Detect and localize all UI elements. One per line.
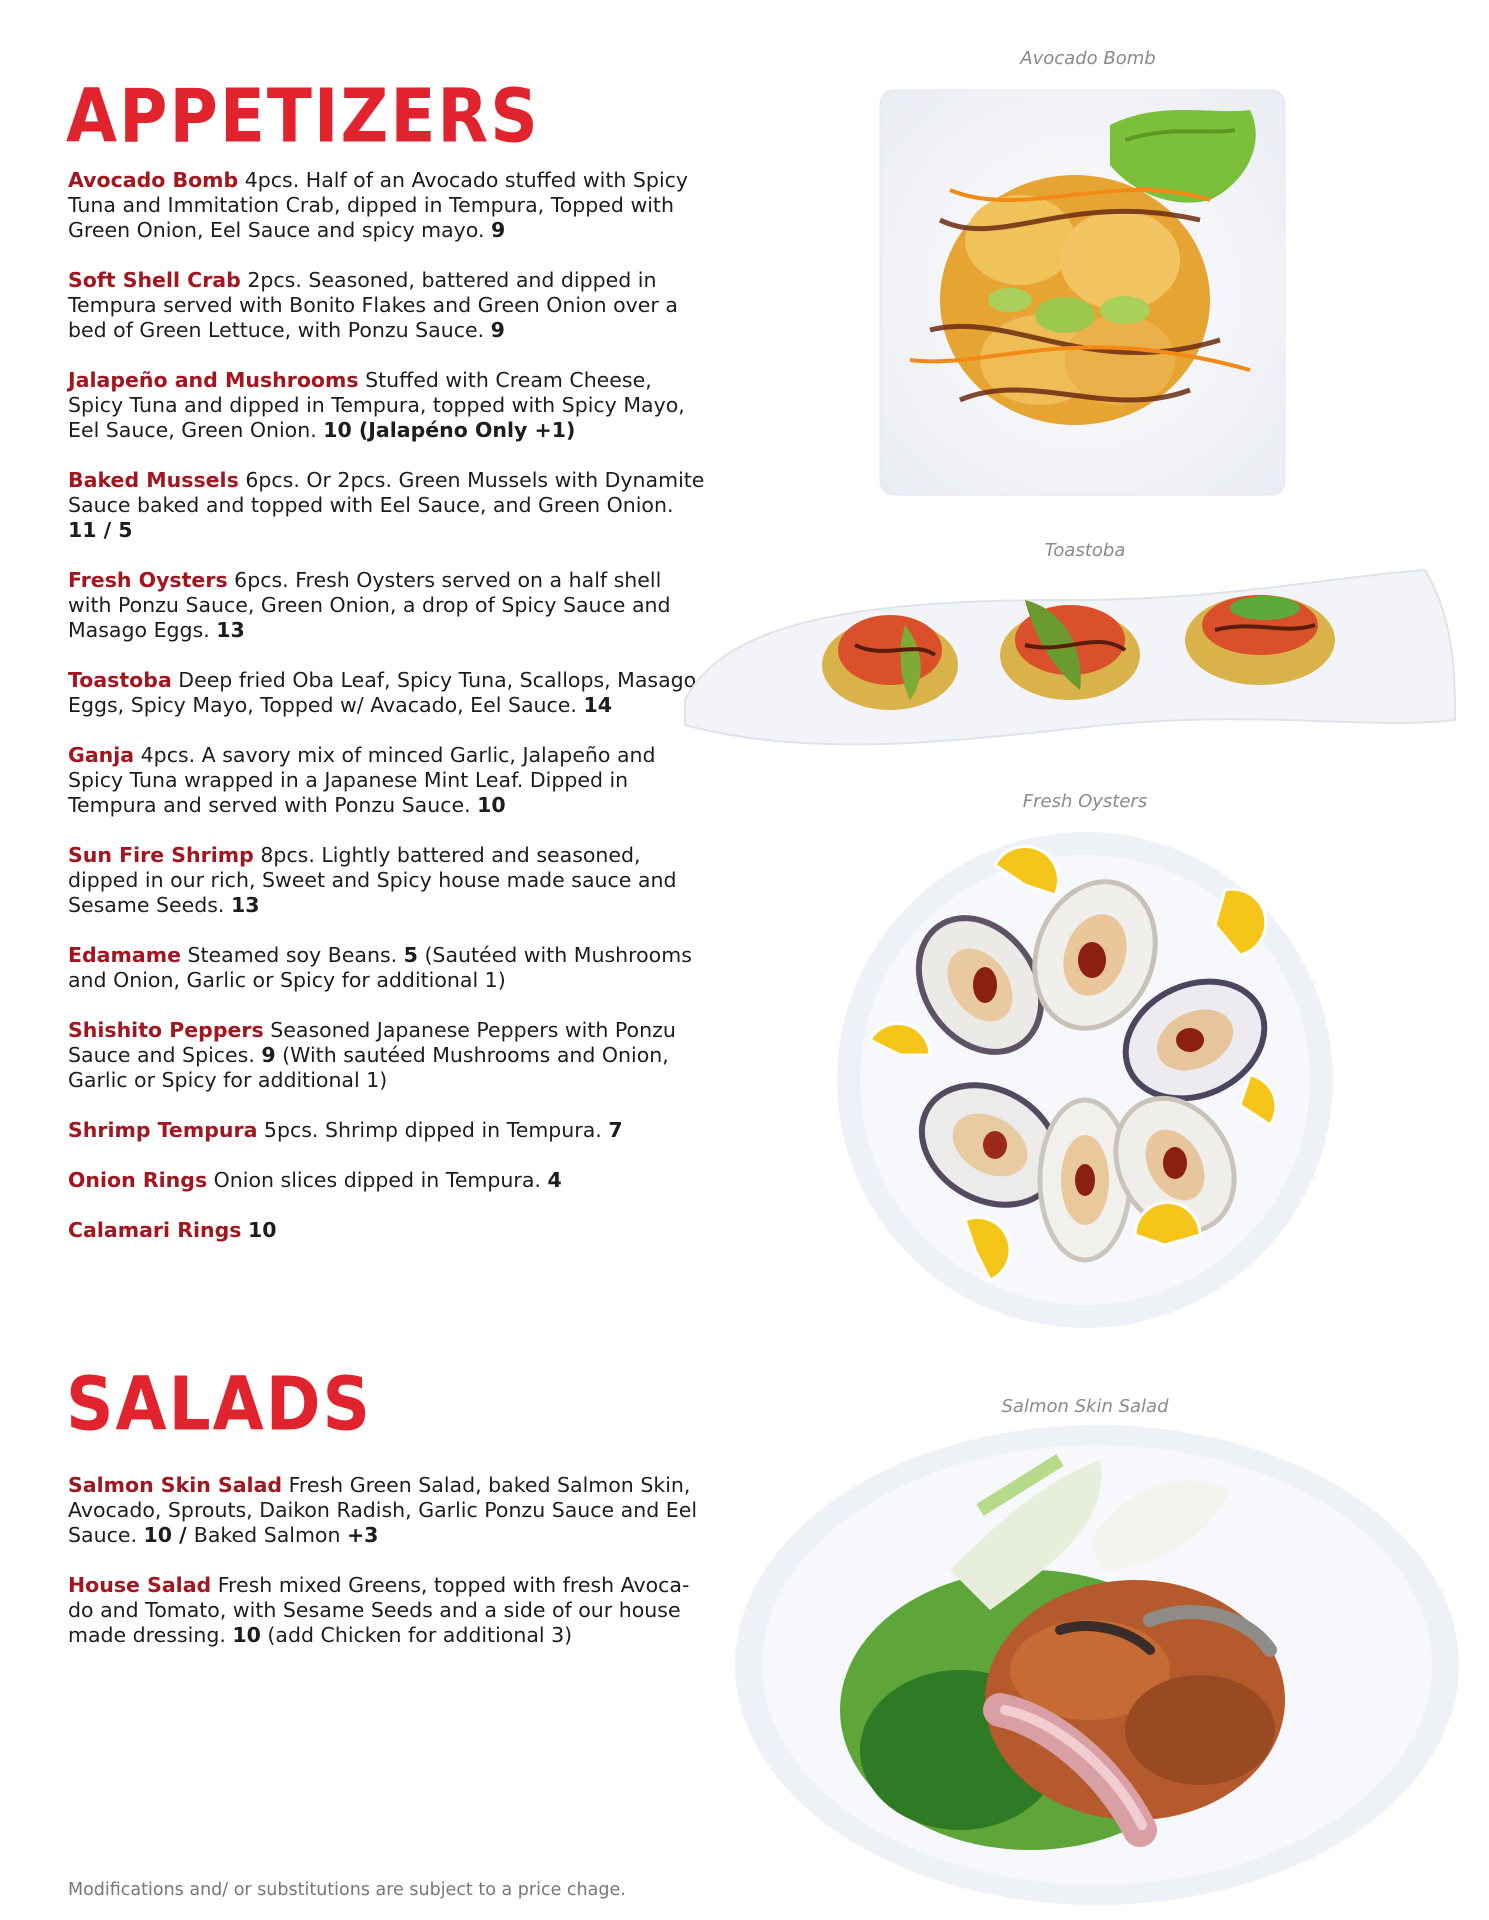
item-price: 10: [248, 1218, 277, 1242]
caption-fresh-oysters: Fresh Oysters: [1022, 791, 1148, 812]
item-name: Baked Mussels: [68, 468, 239, 492]
item-description: 4pcs. Half of an Avocado stuffed with Spicy Tuna and Immitation Crab, dipped in Tempura, Topped with Green Onion, Eel Sauce and spicy mayo.: [68, 168, 689, 242]
item-name: Toastoba: [68, 668, 172, 692]
item-extra: Baked Salmon: [193, 1523, 347, 1547]
item-name: Onion Rings: [68, 1168, 208, 1192]
item-name: Salmon Skin Salad: [68, 1473, 283, 1497]
item-name: Edamame: [68, 943, 181, 967]
menu-item: [68, 1218, 708, 1243]
appetizer-list: [68, 168, 708, 1268]
item-description: Steamed soy Beans.: [180, 943, 404, 967]
item-price: 9: [490, 318, 505, 342]
menu-item: [68, 1018, 708, 1093]
menu-item: [68, 1573, 708, 1648]
item-description: 6pcs. Or 2pcs. Green Mussels with Dynamite Sauce baked and topped with Eel Sauce, and Green Onion.: [68, 468, 705, 517]
item-description: Deep fried Oba Leaf, Spicy Tuna, Scallops, Masago Eggs, Spicy Mayo, Topped w/ Avacado, Eel Sauce.: [68, 668, 697, 717]
menu-item: [68, 168, 708, 243]
menu-item: [68, 368, 708, 443]
item-description: Stuffed with Cream Cheese, Spicy Tuna and dipped in Tempura, topped with Spicy Mayo, Eel Sauce, Green Onion.: [68, 368, 685, 442]
item-price: 9: [261, 1043, 276, 1067]
menu-item: [68, 1168, 708, 1193]
item-extra: (Sautéed with Mushrooms and Onion, Garlic or Spicy for additional 1): [68, 943, 692, 992]
item-name: Soft Shell Crab: [68, 268, 241, 292]
fresh-oysters-photo: [830, 825, 1340, 1335]
item-name: Sun Fire Shrimp: [68, 843, 254, 867]
menu-item: [68, 468, 708, 543]
item-description: 6pcs. Fresh Oysters served on a half shell with Ponzu Sauce, Green Onion, a drop of Spicy Sauce and Masago Eggs.: [68, 568, 671, 642]
salads-heading: SALADS: [66, 1361, 373, 1448]
item-price: 10 /: [143, 1523, 194, 1547]
item-price: 10: [477, 793, 506, 817]
item-description: Seasoned Japanese Peppers with Ponzu Sauce and Spices.: [68, 1018, 676, 1067]
item-name: Ganja: [68, 743, 135, 767]
toastoba-photo: [665, 560, 1465, 770]
item-price: 9: [491, 218, 506, 242]
item-name: Shrimp Tempura: [68, 1118, 258, 1142]
item-price: 5: [403, 943, 418, 967]
item-description: Onion slices dipped in Tempura.: [207, 1168, 548, 1192]
item-name: Shishito Peppers: [68, 1018, 264, 1042]
item-price: 10 (Jalapéno Only +1): [323, 418, 576, 442]
item-extra: (With sautéed Mushrooms and Onion, Garlic or Spicy for additional 1): [68, 1043, 669, 1092]
item-description: 8pcs. Lightly battered and seasoned, dipped in our rich, Sweet and Spicy house made sauce and Sesame Seeds.: [68, 843, 677, 917]
item-price-addon: +3: [346, 1523, 379, 1547]
caption-toastoba: Toastoba: [1044, 540, 1126, 561]
menu-item: [68, 268, 708, 343]
item-name: Jalapeño and Mushrooms: [68, 368, 359, 392]
appetizers-heading: APPETIZERS: [66, 73, 540, 160]
item-price: 13: [230, 893, 260, 917]
item-description: 5pcs. Shrimp dipped in Tempura.: [257, 1118, 609, 1142]
item-price: 14: [583, 693, 612, 717]
menu-item: [68, 568, 708, 643]
menu-item: [68, 743, 708, 818]
avocado-bomb-photo: [870, 70, 1320, 500]
item-extra: (add Chicken for additional 3): [260, 1623, 573, 1647]
item-price: 4: [547, 1168, 562, 1192]
item-name: House Salad: [68, 1573, 212, 1597]
item-price: 10: [232, 1623, 261, 1647]
item-price: 11 / 5: [68, 518, 133, 542]
item-description: Fresh Green Salad, baked Salmon Skin, Avocado, Sprouts, Daikon Radish, Garlic Ponzu Sauce and Eel Sauce.: [68, 1473, 698, 1547]
menu-item: [68, 668, 708, 718]
caption-avocado-bomb: Avocado Bomb: [1020, 48, 1156, 69]
menu-item: [68, 843, 708, 918]
item-description: Fresh mixed Greens, topped with fresh Avoca-do and Tomato, with Sesame Seeds and a side of our house made dressing.: [68, 1573, 690, 1647]
item-name: Fresh Oysters: [68, 568, 228, 592]
price-modification-note: Modifications and/ or substitutions are subject to a price chage.: [68, 1880, 626, 1900]
menu-item: [68, 943, 708, 993]
item-description: 4pcs. A savory mix of minced Garlic, Jalapeño and Spicy Tuna wrapped in a Japanese Mint Leaf. Dipped in Tempura and served with Ponzu Sauce.: [68, 743, 656, 817]
item-price: 13: [216, 618, 245, 642]
menu-item: [68, 1473, 708, 1548]
item-price: 7: [608, 1118, 623, 1142]
caption-salmon-skin-salad: Salmon Skin Salad: [1001, 1396, 1169, 1417]
item-description: 2pcs. Seasoned, battered and dipped in Tempura served with Bonito Flakes and Green Onion over a bed of Green Lettuce, with Ponzu Sauce.: [68, 268, 678, 342]
salmon-skin-salad-photo: [730, 1420, 1465, 1910]
item-name: Calamari Rings: [68, 1218, 242, 1242]
item-name: Avocado Bomb: [68, 168, 239, 192]
salad-list: [68, 1473, 708, 1673]
menu-item: [68, 1118, 708, 1143]
